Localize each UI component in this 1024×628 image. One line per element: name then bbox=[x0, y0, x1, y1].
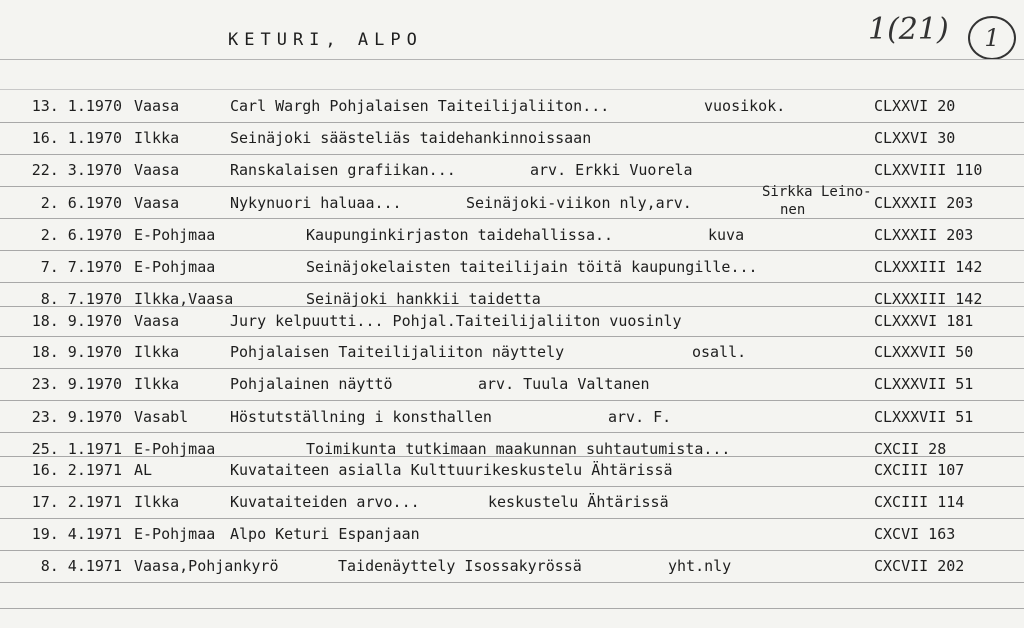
entry-publication: Ilkka,Vaasa bbox=[134, 290, 234, 308]
list-item bbox=[0, 556, 1024, 576]
entry-publication: Vaasa bbox=[134, 194, 180, 212]
handwritten-page-ref: 1(21) bbox=[868, 12, 949, 47]
row-rule bbox=[0, 432, 1024, 433]
entry-date: 16. 2.1971 bbox=[31, 461, 122, 479]
list-item bbox=[0, 407, 1024, 427]
entry-headline: Pohjalaisen Taiteilijaliiton näyttely bbox=[230, 343, 565, 361]
entry-note-continued-end: nen bbox=[780, 202, 806, 218]
row-rule bbox=[0, 400, 1024, 401]
entry-date: 13. 1.1970 bbox=[31, 97, 122, 115]
list-item bbox=[0, 439, 1024, 459]
row-rule bbox=[0, 608, 1024, 609]
list-item bbox=[0, 184, 1024, 218]
row-rule bbox=[0, 282, 1024, 283]
list-item bbox=[0, 128, 1024, 148]
list-item bbox=[0, 96, 1024, 116]
list-item bbox=[0, 342, 1024, 362]
entry-publication: Vaasa bbox=[134, 97, 180, 115]
entry-note-continued: Sirkka Leino- bbox=[762, 184, 872, 200]
entry-date: 18. 9.1970 bbox=[31, 312, 122, 330]
list-item bbox=[0, 257, 1024, 277]
entry-note: arv. Erkki Vuorela bbox=[530, 161, 693, 179]
entry-reference: CXCVII 202 bbox=[874, 557, 965, 575]
entry-date: 16. 1.1970 bbox=[31, 129, 122, 147]
entry-publication: Vaasa bbox=[134, 312, 180, 330]
list-item bbox=[0, 160, 1024, 180]
entry-publication: Vasabl bbox=[134, 408, 189, 426]
list-item bbox=[0, 311, 1024, 331]
entry-headline: Pohjalainen näyttö bbox=[230, 375, 393, 393]
entry-note: arv. Tuula Valtanen bbox=[478, 375, 650, 393]
entry-publication: Ilkka bbox=[134, 343, 180, 361]
row-rule bbox=[0, 368, 1024, 369]
entry-headline: Seinäjoki säästeliäs taidehankinnoissaan bbox=[230, 129, 592, 147]
entry-publication: Ilkka bbox=[134, 129, 180, 147]
row-rule bbox=[0, 550, 1024, 551]
list-item bbox=[0, 492, 1024, 512]
entry-headline: Höstutställning i konsthallen bbox=[230, 408, 492, 426]
row-rule bbox=[0, 486, 1024, 487]
entry-publication: Ilkka bbox=[134, 375, 180, 393]
list-item bbox=[0, 524, 1024, 544]
entry-note: yht.nly bbox=[668, 557, 732, 575]
list-item bbox=[0, 289, 1024, 309]
row-rule bbox=[0, 518, 1024, 519]
entry-reference: CLXXVI 20 bbox=[874, 97, 956, 115]
entry-date: 22. 3.1970 bbox=[31, 161, 122, 179]
entry-headline: Seinäjokelaisten taiteilijain töitä kaupungille... bbox=[306, 258, 758, 276]
entry-date: 8. 7.1970 bbox=[40, 290, 122, 308]
row-rule bbox=[0, 582, 1024, 583]
entry-headline: Nykynuori haluaa... bbox=[230, 194, 402, 212]
entry-headline: Seinäjoki hankkii taidetta bbox=[306, 290, 541, 308]
entry-headline: Taidenäyttely Isossakyrössä bbox=[338, 557, 582, 575]
entry-reference: CXCIII 114 bbox=[874, 493, 965, 511]
entry-reference: CLXXXVI 181 bbox=[874, 312, 974, 330]
entry-headline: Kuvataiteen asialla Kulttuurikeskustelu Ähtärissä bbox=[230, 461, 673, 479]
entry-date: 7. 7.1970 bbox=[40, 258, 122, 276]
entry-reference: CLXXVI 30 bbox=[874, 129, 956, 147]
entry-headline: Toimikunta tutkimaan maakunnan suhtautumista... bbox=[306, 440, 731, 458]
entry-reference: CXCVI 163 bbox=[874, 525, 956, 543]
entry-reference: CLXXXVII 51 bbox=[874, 408, 974, 426]
entry-reference: CLXXXIII 142 bbox=[874, 290, 983, 308]
entry-date: 23. 9.1970 bbox=[31, 375, 122, 393]
row-rule bbox=[0, 336, 1024, 337]
card-title: KETURI, ALPO bbox=[228, 30, 423, 50]
entry-note: Seinäjoki-viikon nly,arv. bbox=[466, 194, 692, 212]
entry-headline: Kuvataiteiden arvo... bbox=[230, 493, 420, 511]
entry-note: vuosikok. bbox=[704, 97, 786, 115]
entry-date: 17. 2.1971 bbox=[31, 493, 122, 511]
entry-date: 23. 9.1970 bbox=[31, 408, 122, 426]
entry-date: 18. 9.1970 bbox=[31, 343, 122, 361]
entry-date: 25. 1.1971 bbox=[31, 440, 122, 458]
row-rule bbox=[0, 122, 1024, 123]
entry-headline: Carl Wargh Pohjalaisen Taiteilijaliiton... bbox=[230, 97, 610, 115]
entry-headline: Kaupunginkirjaston taidehallissa.. bbox=[306, 226, 614, 244]
entry-reference: CXCIII 107 bbox=[874, 461, 965, 479]
entry-headline: Ranskalaisen grafiikan... bbox=[230, 161, 456, 179]
entry-headline: Alpo Keturi Espanjaan bbox=[230, 525, 420, 543]
entry-note: arv. F. bbox=[608, 408, 672, 426]
entry-date: 2. 6.1970 bbox=[40, 226, 122, 244]
entry-headline: Jury kelpuutti... Pohjal.Taiteilijaliiton vuosinly bbox=[230, 312, 682, 330]
entry-publication: E-Pohjmaa bbox=[134, 226, 216, 244]
entry-reference: CLXXXII 203 bbox=[874, 194, 974, 212]
entry-note: kuva bbox=[708, 226, 745, 244]
entry-publication: E-Pohjmaa bbox=[134, 525, 216, 543]
entry-note: osall. bbox=[692, 343, 747, 361]
entry-note: keskustelu Ähtärissä bbox=[488, 493, 669, 511]
handwritten-circled-number: 1 bbox=[968, 16, 1016, 60]
entry-publication: Vaasa,Pohjankyrö bbox=[134, 557, 279, 575]
list-item bbox=[0, 460, 1024, 480]
entry-reference: CXCII 28 bbox=[874, 440, 947, 458]
entry-publication: E-Pohjmaa bbox=[134, 440, 216, 458]
entry-publication: Ilkka bbox=[134, 493, 180, 511]
entry-publication: Vaasa bbox=[134, 161, 180, 179]
entry-reference: CLXXXVII 50 bbox=[874, 343, 974, 361]
header-rule bbox=[0, 59, 1024, 60]
list-item bbox=[0, 225, 1024, 245]
entry-publication: E-Pohjmaa bbox=[134, 258, 216, 276]
row-rule bbox=[0, 154, 1024, 155]
entry-reference: CLXXXII 203 bbox=[874, 226, 974, 244]
entry-reference: CLXXXVII 51 bbox=[874, 375, 974, 393]
header-rule-secondary bbox=[0, 89, 1024, 90]
entry-reference: CLXXXIII 142 bbox=[874, 258, 983, 276]
list-item bbox=[0, 374, 1024, 394]
entry-date: 2. 6.1970 bbox=[40, 194, 122, 212]
entry-date: 8. 4.1971 bbox=[40, 557, 122, 575]
entry-date: 19. 4.1971 bbox=[31, 525, 122, 543]
entry-publication: AL bbox=[134, 461, 153, 479]
row-rule bbox=[0, 250, 1024, 251]
row-rule bbox=[0, 218, 1024, 219]
entry-reference: CLXXVIII 110 bbox=[874, 161, 983, 179]
